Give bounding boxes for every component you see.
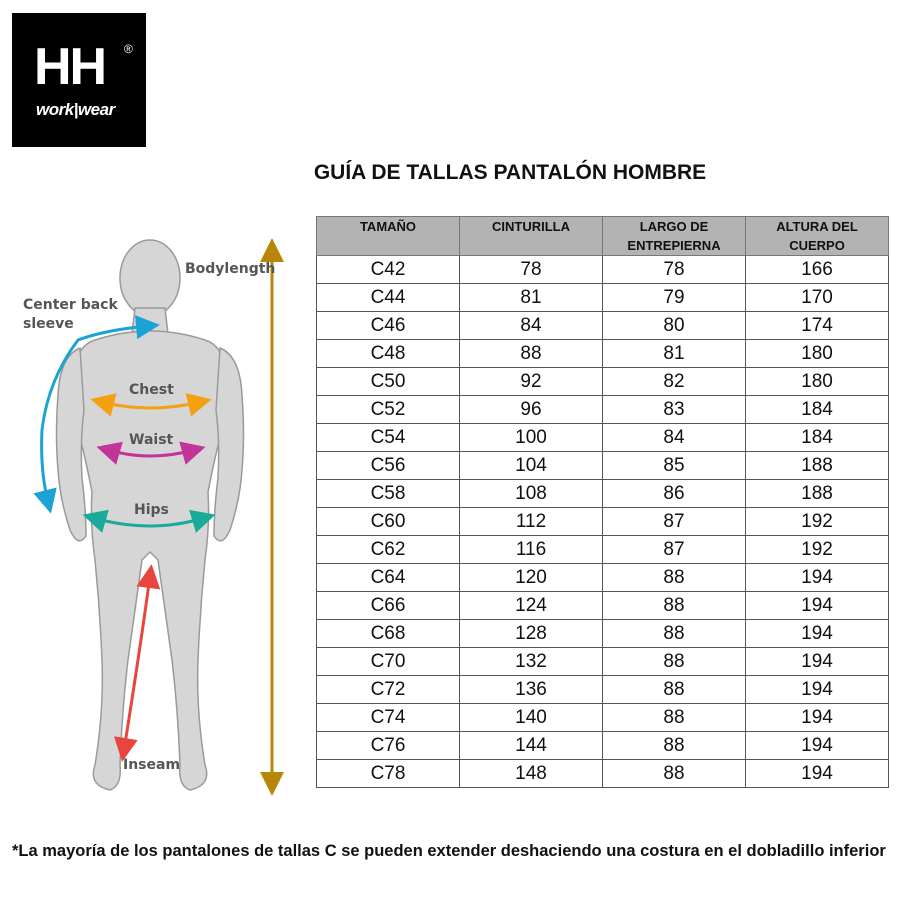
table-row (317, 284, 889, 312)
table-cell: C58 (317, 480, 460, 508)
table-cell: 194 (746, 648, 889, 676)
table-cell: C62 (317, 536, 460, 564)
table-row (317, 536, 889, 564)
table-cell: C44 (317, 284, 460, 312)
table-cell: 80 (603, 312, 746, 340)
table-cell: 100 (460, 424, 603, 452)
column-header-text: LARGO DE (639, 219, 709, 234)
registered-mark: ® (124, 42, 133, 56)
column-header-text: ALTURA DEL (776, 219, 858, 234)
logo-mark: HH (34, 38, 106, 96)
table-cell: 170 (746, 284, 889, 312)
column-header-text: CUERPO (789, 238, 845, 253)
table-cell: 194 (746, 704, 889, 732)
table-row (317, 592, 889, 620)
table-cell: C64 (317, 564, 460, 592)
table-row (317, 424, 889, 452)
table-cell: C50 (317, 368, 460, 396)
table-cell: 88 (603, 732, 746, 760)
table-cell: 85 (603, 452, 746, 480)
table-cell: 79 (603, 284, 746, 312)
table-cell: 87 (603, 508, 746, 536)
label-waist: Waist (129, 432, 174, 448)
column-header (603, 217, 746, 256)
table-cell: C72 (317, 676, 460, 704)
table-cell: 87 (603, 536, 746, 564)
table-cell: 194 (746, 592, 889, 620)
table-cell: 88 (603, 676, 746, 704)
measurement-figure (0, 230, 300, 810)
table-cell: 83 (603, 396, 746, 424)
column-header-text: ENTREPIERNA (627, 238, 721, 253)
table-cell: C56 (317, 452, 460, 480)
table-row (317, 760, 889, 788)
table-cell: 194 (746, 620, 889, 648)
table-cell: 194 (746, 732, 889, 760)
table-row (317, 564, 889, 592)
table-cell: 82 (603, 368, 746, 396)
table-cell: 174 (746, 312, 889, 340)
table-cell: 88 (603, 648, 746, 676)
label-hips: Hips (134, 502, 169, 518)
table-cell: C66 (317, 592, 460, 620)
table-row (317, 704, 889, 732)
page-title: GUÍA DE TALLAS PANTALÓN HOMBRE (313, 161, 707, 184)
table-cell: 96 (460, 396, 603, 424)
table-cell: 112 (460, 508, 603, 536)
table-row (317, 340, 889, 368)
table-cell: C68 (317, 620, 460, 648)
table-row (317, 732, 889, 760)
table-cell: 81 (460, 284, 603, 312)
table-cell: 116 (460, 536, 603, 564)
table-cell: 81 (603, 340, 746, 368)
table-row (317, 676, 889, 704)
label-inseam: Inseam (123, 757, 181, 773)
table-cell: 88 (603, 704, 746, 732)
table-cell: C46 (317, 312, 460, 340)
size-table-body (317, 256, 889, 788)
table-cell: 92 (460, 368, 603, 396)
table-cell: 88 (460, 340, 603, 368)
table-cell: 184 (746, 396, 889, 424)
table-cell: 184 (746, 424, 889, 452)
table-cell: C54 (317, 424, 460, 452)
table-cell: C76 (317, 732, 460, 760)
label-center-back-sleeve-2: sleeve (23, 316, 74, 332)
table-cell: C78 (317, 760, 460, 788)
table-cell: C74 (317, 704, 460, 732)
footnote: *La mayoría de los pantalones de tallas C se pueden extender deshaciendo una costura en el dobladillo inferior (12, 842, 886, 860)
table-row (317, 368, 889, 396)
table-cell: C52 (317, 396, 460, 424)
size-table (316, 216, 889, 788)
table-row (317, 452, 889, 480)
table-cell: 124 (460, 592, 603, 620)
table-cell: 128 (460, 620, 603, 648)
header-row (317, 217, 889, 256)
column-header-text: TAMAÑO (359, 219, 417, 234)
column-header (317, 217, 460, 256)
table-cell: C48 (317, 340, 460, 368)
table-cell: 88 (603, 620, 746, 648)
label-bodylength: Bodylength (185, 261, 276, 277)
table-cell: 194 (746, 676, 889, 704)
table-cell: 88 (603, 592, 746, 620)
size-table-header (317, 217, 889, 256)
table-cell: 166 (746, 256, 889, 284)
table-cell: 188 (746, 452, 889, 480)
table-cell: C60 (317, 508, 460, 536)
table-cell: 86 (603, 480, 746, 508)
table-cell: 180 (746, 368, 889, 396)
table-cell: 194 (746, 564, 889, 592)
table-cell: 188 (746, 480, 889, 508)
column-header (460, 217, 603, 256)
logo-subtitle: work|wear (36, 100, 115, 119)
table-row (317, 396, 889, 424)
table-row (317, 508, 889, 536)
table-cell: 108 (460, 480, 603, 508)
table-cell: 132 (460, 648, 603, 676)
table-row (317, 256, 889, 284)
table-cell: 140 (460, 704, 603, 732)
table-cell: 148 (460, 760, 603, 788)
table-cell: 192 (746, 536, 889, 564)
table-cell: 78 (603, 256, 746, 284)
column-header (746, 217, 889, 256)
table-cell: 180 (746, 340, 889, 368)
table-cell: 194 (746, 760, 889, 788)
table-cell: 104 (460, 452, 603, 480)
table-cell: C42 (317, 256, 460, 284)
table-row (317, 312, 889, 340)
table-cell: 78 (460, 256, 603, 284)
table-cell: 88 (603, 760, 746, 788)
label-chest: Chest (129, 382, 174, 398)
table-row (317, 480, 889, 508)
table-cell: 120 (460, 564, 603, 592)
table-cell: 84 (460, 312, 603, 340)
brand-logo (12, 13, 146, 147)
table-cell: 84 (603, 424, 746, 452)
table-cell: 88 (603, 564, 746, 592)
table-row (317, 648, 889, 676)
table-cell: 144 (460, 732, 603, 760)
column-header-text: CINTURILLA (492, 219, 570, 234)
table-cell: C70 (317, 648, 460, 676)
table-row (317, 620, 889, 648)
label-center-back-sleeve-1: Center back (23, 297, 118, 313)
table-cell: 136 (460, 676, 603, 704)
table-cell: 192 (746, 508, 889, 536)
